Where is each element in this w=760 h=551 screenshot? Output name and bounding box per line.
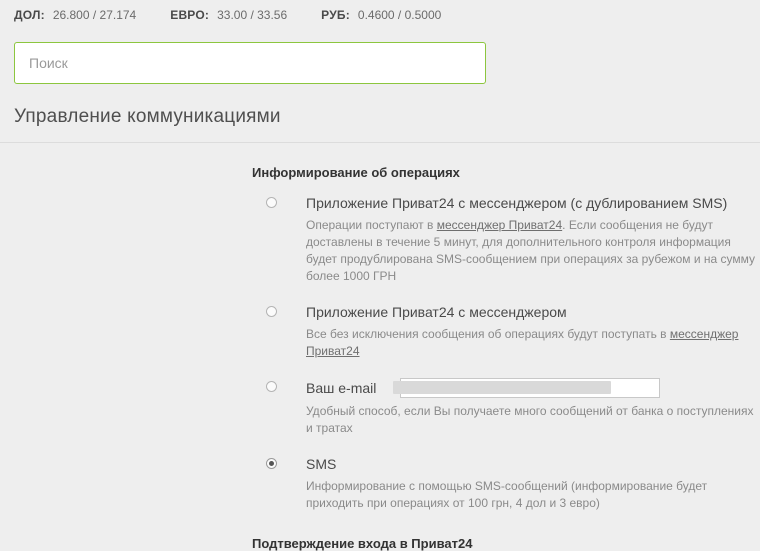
rate-rub-value: 0.4600 / 0.5000: [357, 8, 442, 22]
radio-button[interactable]: [266, 381, 277, 392]
section-title-login-confirmation: Подтверждение входа в Приват24: [252, 536, 473, 551]
option-description: Удобный способ, если Вы получаете много сообщений от банка о поступлениях и тратах: [306, 404, 754, 435]
option-desc-pre: Все без исключения сообщения об операциях будут поступать в: [306, 327, 670, 341]
rate-usd-label: ДОЛ:: [14, 8, 45, 22]
option-sms[interactable]: [252, 455, 760, 512]
option-label: SMS: [306, 456, 337, 472]
radio-button[interactable]: [266, 306, 277, 317]
option-desc-pre: Операции поступают в: [306, 218, 437, 232]
section-title: Информирование об операциях: [252, 165, 460, 180]
option-email[interactable]: [252, 378, 760, 437]
option-label: Ваш e-mail: [306, 380, 377, 396]
search-input[interactable]: [14, 42, 486, 84]
rate-rub-label: РУБ:: [321, 8, 350, 22]
rate-eur-label: ЕВРО:: [170, 8, 210, 22]
page-title: Управление коммуникациями: [14, 106, 281, 127]
option-label: Приложение Приват24 с мессенджером (с дублированием SMS): [306, 195, 728, 211]
rate-eur: [170, 8, 287, 22]
option-label-row: [306, 378, 760, 398]
option-label: Приложение Приват24 с мессенджером: [306, 304, 567, 320]
rate-rub: [321, 8, 441, 22]
radio-button[interactable]: [266, 458, 277, 469]
messenger-privat24-link[interactable]: мессенджер Приват24: [306, 327, 739, 358]
option-app-with-messenger[interactable]: [252, 303, 760, 360]
option-description: [306, 217, 760, 285]
exchange-rates-bar: [0, 0, 760, 30]
search-bar: [0, 30, 760, 84]
messenger-privat24-link[interactable]: мессенджер Приват24: [436, 218, 563, 232]
option-desc-post: . Если сообщения не будут доставлены в течение 5 минут, для дополнительного контроля информация будет продублирована SMS-сообщением при операциях за рубежом и на сумму более 1000 ГРН: [306, 218, 756, 283]
main-content: [0, 143, 760, 551]
option-app-with-messenger-sms[interactable]: [252, 194, 760, 285]
section-operation-notifications: [0, 165, 760, 551]
option-description: [306, 326, 760, 360]
redacted-email-overlay: [393, 381, 611, 394]
rate-usd-value: 26.800 / 27.174: [52, 8, 137, 22]
email-field-wrap: [388, 378, 660, 398]
radio-button[interactable]: [266, 197, 277, 208]
rate-eur-value: 33.00 / 33.56: [217, 8, 288, 22]
option-description: Информирование с помощью SMS-сообщений (информирование будет приходить при операциях от 100 грн, 4 дол и 3 евро): [306, 479, 708, 510]
rate-usd: [14, 8, 136, 22]
